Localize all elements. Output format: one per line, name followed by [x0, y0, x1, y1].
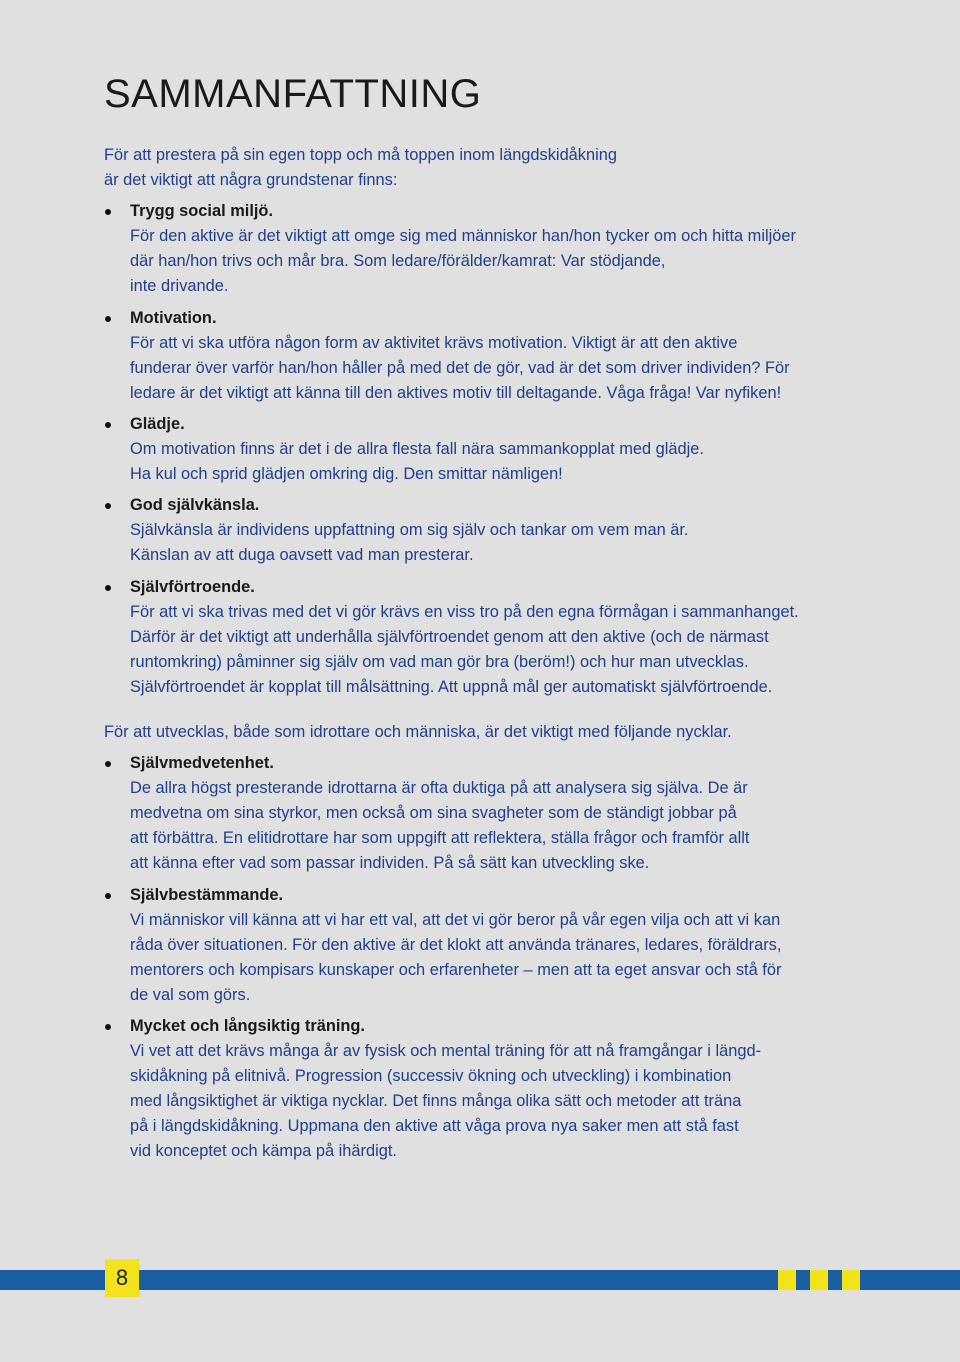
list-item — [104, 412, 904, 487]
bullet-title: God självkänsla. — [130, 496, 260, 515]
bullet-title: Självbestämmande. — [130, 885, 284, 904]
content — [104, 143, 904, 1171]
list-item — [104, 199, 904, 299]
bullet-list-2 — [104, 751, 904, 1165]
page-number: 8 — [105, 1259, 139, 1297]
list-item — [104, 751, 904, 876]
bullet-title: Trygg social miljö. — [130, 202, 274, 221]
intro-text: För att prestera på sin egen topp och må toppen inom längdskidåkning är det viktigt att några grundstenar finns: — [104, 146, 617, 190]
bullet-text: De allra högst presterande idrottarna är ofta duktiga på att analysera sig själva. De är medvetna om sina styrkor, men också om sina svagheter som de ständigt jobbar på att förbättra. En elitidrottare har som uppgift att reflektera, ställa frågor och framför allt att känna efter vad som passar individen. På så sätt kan utveckling ske. — [130, 779, 750, 873]
list-item — [104, 883, 904, 1008]
bullet-text: För att vi ska trivas med det vi gör krävs en viss tro på den egna förmågan i sammanhanget. Därför är det viktigt att underhålla självförtroendet genom att den aktive (och de närmast runtomkring) påminner sig själv om vad man gör bra (beröm!) och hur man utvecklas. Självförtroendet är kopplat till målsättning. Att uppnå mål ger automatiskt självförtroende. — [130, 602, 799, 696]
list-item — [104, 306, 904, 406]
bullet-text: Vi vet att det krävs många år av fysisk och mental träning för att nå framgångar i längd- skidåkning på elitnivå. Progression (successiv ökning och utveckling) i kombination med långsiktighet är viktiga nycklar. Det finns många olika sätt och metoder att träna på i längdskidåkning. Uppmana den aktive att våga prova nya saker men att stå fast vid konceptet och kämpa på ihärdigt. — [130, 1042, 762, 1161]
bullet-text: För den aktive är det viktigt att omge sig med människor han/hon tycker om och hitta miljöer där han/hon trivs och mår bra. Som ledare/förälder/kamrat: Var stödjande, inte drivande. — [130, 227, 796, 296]
bullet-title: Mycket och långsiktig träning. — [130, 1017, 365, 1035]
bullet-list-1 — [104, 199, 904, 700]
page-title: SAMMANFATTNING — [104, 72, 482, 116]
bullet-title: Självmedvetenhet. — [130, 754, 274, 773]
list-item — [104, 493, 904, 568]
list-item — [104, 575, 904, 700]
bullet-text: Självkänsla är individens uppfattning om sig själv och tankar om vem man är. Känslan av att duga oavsett vad man presterar. — [130, 521, 689, 565]
bullet-title: Motivation. — [130, 308, 217, 327]
bullet-text: För att vi ska utföra någon form av aktivitet krävs motivation. Viktigt är att den aktive funderar över varför han/hon håller på med det de gör, vad är det som driver individen? För ledare är det viktigt att känna till den aktives motiv till deltagande. Våga fråga! Var nyfiken! — [130, 333, 790, 402]
bullet-text: Vi människor vill känna att vi har ett val, att det vi gör beror på vår egen vilja och att vi kan råda över situationen. För den aktive är det klokt att använda tränares, ledares, föräldrars, mentorers och kompisars kunskaper och erfarenheter – men att ta eget ansvar och stå för de val som görs. — [130, 910, 782, 1004]
bullet-title: Självförtroende. — [130, 577, 255, 596]
bullet-title: Glädje. — [130, 414, 185, 433]
intro-text-2: För att utvecklas, både som idrottare och människa, är det viktigt med följande nycklar. — [104, 722, 732, 741]
yellow-square-3 — [842, 1270, 860, 1290]
bullet-text: Om motivation finns är det i de allra flesta fall nära sammankopplat med glädje. Ha kul och sprid glädjen omkring dig. Den smittar nämligen! — [130, 440, 704, 484]
list-item — [104, 1014, 904, 1165]
yellow-square-2 — [810, 1270, 828, 1290]
yellow-square-1 — [778, 1270, 796, 1290]
